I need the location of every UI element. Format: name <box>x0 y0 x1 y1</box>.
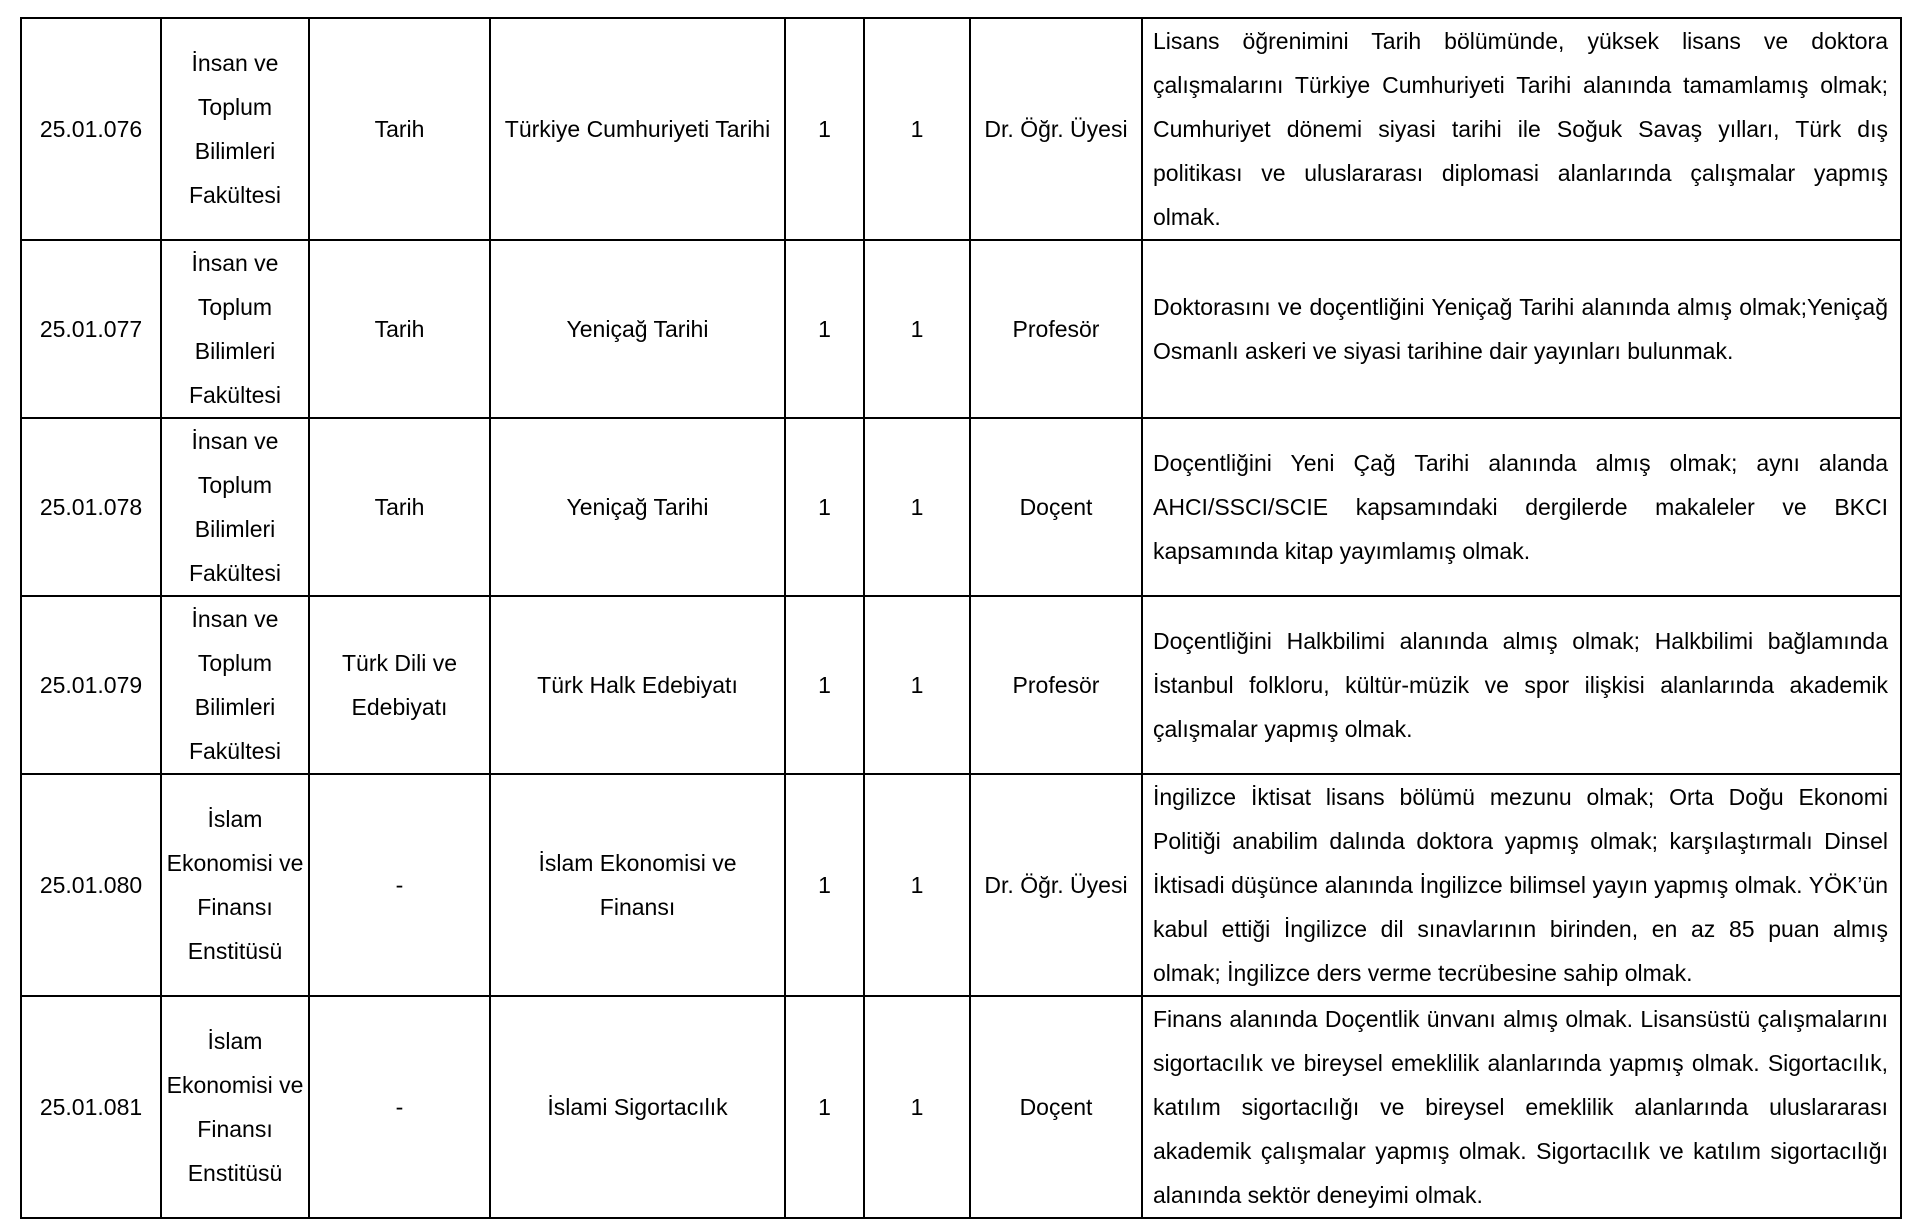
requirements-text: Lisans öğrenimini Tarih bölümünde, yüksek lisans ve doktora çalışmalarını Türkiye Cumhuriyeti Tarihi alanında tamamlamış olmak; Cumhuriyet dönemi siyasi tarihi ile Soğuk Savaş yılları, Türk dış politikası ve uluslararası diplomasi alanlarında çalışmalar yapmış olmak. <box>1142 18 1901 240</box>
discipline-name: İslam Ekonomisi ve Finansı <box>490 774 785 996</box>
position-code: 25.01.077 <box>21 240 161 418</box>
faculty-name: İnsan ve Toplum Bilimleri Fakültesi <box>161 240 309 418</box>
position-code: 25.01.081 <box>21 996 161 1218</box>
discipline-name: Yeniçağ Tarihi <box>490 418 785 596</box>
discipline-name: Türk Halk Edebiyatı <box>490 596 785 774</box>
count-a: 1 <box>785 418 864 596</box>
count-a: 1 <box>785 996 864 1218</box>
discipline-name: İslami Sigortacılık <box>490 996 785 1218</box>
discipline-name: Yeniçağ Tarihi <box>490 240 785 418</box>
count-b: 1 <box>864 418 970 596</box>
count-a: 1 <box>785 18 864 240</box>
requirements-text: Doçentliğini Halkbilimi alanında almış olmak; Halkbilimi bağlamında İstanbul folkloru, kültür-müzik ve spor ilişkisi alanlarında akademik çalışmalar yapmış olmak. <box>1142 596 1901 774</box>
table-row <box>21 996 1901 1218</box>
faculty-name: İslam Ekonomisi ve Finansı Enstitüsü <box>161 774 309 996</box>
count-b: 1 <box>864 774 970 996</box>
faculty-name: İnsan ve Toplum Bilimleri Fakültesi <box>161 18 309 240</box>
discipline-name: Türkiye Cumhuriyeti Tarihi <box>490 18 785 240</box>
count-a: 1 <box>785 596 864 774</box>
count-b: 1 <box>864 18 970 240</box>
academic-title: Doçent <box>970 418 1142 596</box>
position-code: 25.01.080 <box>21 774 161 996</box>
count-b: 1 <box>864 996 970 1218</box>
faculty-name: İnsan ve Toplum Bilimleri Fakültesi <box>161 596 309 774</box>
count-b: 1 <box>864 240 970 418</box>
department-name: - <box>309 996 490 1218</box>
position-code: 25.01.076 <box>21 18 161 240</box>
department-name: Tarih <box>309 240 490 418</box>
requirements-text: Doktorasını ve doçentliğini Yeniçağ Tarihi alanında almış olmak;Yeniçağ Osmanlı askeri ve siyasi tarihine dair yayınları bulunmak. <box>1142 240 1901 418</box>
count-b: 1 <box>864 596 970 774</box>
academic-title: Profesör <box>970 596 1142 774</box>
position-code: 25.01.079 <box>21 596 161 774</box>
table-row <box>21 774 1901 996</box>
academic-title: Doçent <box>970 996 1142 1218</box>
department-name: Tarih <box>309 418 490 596</box>
table-row <box>21 240 1901 418</box>
table-row <box>21 596 1901 774</box>
department-name: - <box>309 774 490 996</box>
academic-title: Dr. Öğr. Üyesi <box>970 774 1142 996</box>
requirements-text: Finans alanında Doçentlik ünvanı almış olmak. Lisansüstü çalışmalarını sigortacılık ve bireysel emeklilik alanlarında yapmış olmak. Sigortacılık, katılım sigortacılığı ve bireysel emeklilik alanlarında uluslararası akademik çalışmalar yapmış olmak. Sigortacılık ve katılım sigortacılığı alanında sektör deneyimi olmak. <box>1142 996 1901 1218</box>
academic-title: Profesör <box>970 240 1142 418</box>
table-row <box>21 18 1901 240</box>
department-name: Tarih <box>309 18 490 240</box>
count-a: 1 <box>785 774 864 996</box>
count-a: 1 <box>785 240 864 418</box>
table-row <box>21 418 1901 596</box>
department-name: Türk Dili ve Edebiyatı <box>309 596 490 774</box>
positions-table <box>20 17 1902 1219</box>
faculty-name: İnsan ve Toplum Bilimleri Fakültesi <box>161 418 309 596</box>
requirements-text: Doçentliğini Yeni Çağ Tarihi alanında almış olmak; aynı alanda AHCI/SSCI/SCIE kapsamındaki dergilerde makaleler ve BKCI kapsamında kitap yayımlamış olmak. <box>1142 418 1901 596</box>
academic-title: Dr. Öğr. Üyesi <box>970 18 1142 240</box>
position-code: 25.01.078 <box>21 418 161 596</box>
faculty-name: İslam Ekonomisi ve Finansı Enstitüsü <box>161 996 309 1218</box>
requirements-text: İngilizce İktisat lisans bölümü mezunu olmak; Orta Doğu Ekonomi Politiği anabilim dalında doktora yapmış olmak; karşılaştırmalı Dinsel İktisadi düşünce alanında İngilizce bilimsel yayın yapmış olmak. YÖK’ün kabul ettiği İngilizce dil sınavlarının birinden, en az 85 puan almış olmak; İngilizce ders verme tecrübesine sahip olmak. <box>1142 774 1901 996</box>
document-page <box>20 17 1900 1219</box>
